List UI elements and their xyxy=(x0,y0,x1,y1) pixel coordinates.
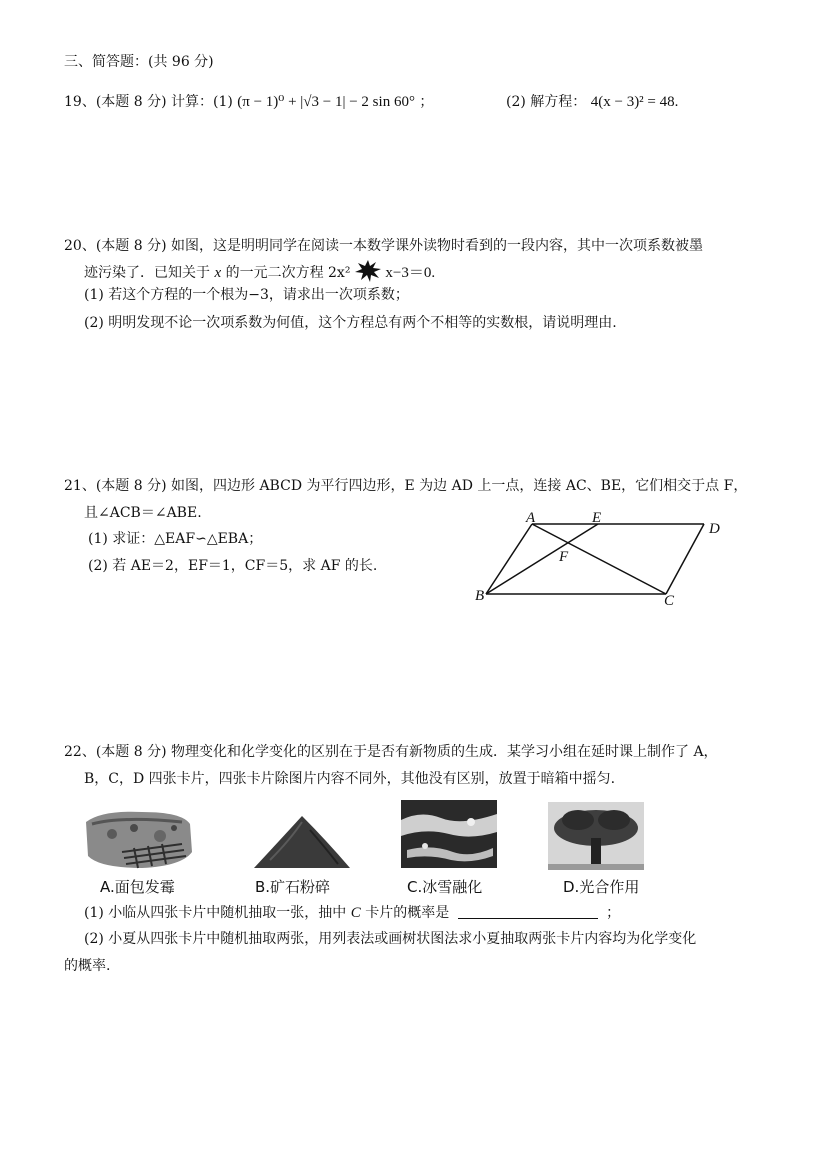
melting-snow-image xyxy=(401,800,497,868)
label-e: E xyxy=(592,510,602,526)
q22-sub-1 xyxy=(84,903,620,923)
card-b-caption: B.矿石粉碎 xyxy=(255,878,331,896)
q21-line-1: 21、(本题 8 分) 如图，四边形 ABCD 为平行四边形，E 为边 AD 上一点，连接 AC、BE，它们相交于点 F， xyxy=(64,478,748,494)
tree-image xyxy=(548,802,644,870)
diagonal-ac xyxy=(532,524,666,594)
q19-prefix: 19、(本题 8 分) 计算：(1) xyxy=(64,94,233,110)
answer-blank[interactable] xyxy=(458,904,598,919)
q22-card-variable: C xyxy=(350,905,361,921)
q19-expression-1: (π − 1)⁰ + |√3 − 1| − 2 sin 60° xyxy=(237,94,415,110)
card-d-caption: D.光合作用 xyxy=(563,878,640,896)
q20-line2-c: x−3＝0. xyxy=(385,265,436,281)
side-ba xyxy=(486,524,532,594)
label-a: A xyxy=(526,510,536,526)
segment-be xyxy=(486,524,598,594)
q20-line-1: 20、(本题 8 分) 如图，这是明明同学在阅读一本数学课外读物时看到的一段内容，其中一次项系数被墨 xyxy=(64,238,703,254)
side-dc xyxy=(666,524,704,594)
moldy-bread-image xyxy=(82,808,194,872)
section-header: 三、简答题：(共 96 分) xyxy=(64,54,214,70)
q20-line2-a: 迹污染了．已知关于 xyxy=(84,265,210,281)
crushed-ore-image xyxy=(250,810,354,872)
q21-sub-1: (1) 求证：△EAF∽△EBA； xyxy=(88,531,263,547)
q19-part2-label: (2) 解方程： xyxy=(506,94,587,110)
q20-variable-x: x xyxy=(214,265,222,281)
label-c: C xyxy=(664,593,675,609)
q22-line-2: B，C，D 四张卡片，四张卡片除图片内容不同外，其他没有区别，放置于暗箱中摇匀. xyxy=(84,771,616,787)
q21-sub-2: (2) 若 AE＝2，EF＝1，CF＝5，求 AF 的长. xyxy=(88,558,378,574)
label-d: D xyxy=(709,521,720,537)
card-a-caption: A.面包发霉 xyxy=(100,878,175,896)
label-f: F xyxy=(559,549,569,565)
q20-sub-2: (2) 明明发现不论一次项系数为何值，这个方程总有两个不相等的实数根，请说明理由. xyxy=(84,315,617,331)
question-19 xyxy=(64,92,433,112)
q22-sub1-end: ； xyxy=(606,905,621,921)
q22-line-1: 22、(本题 8 分) 物理变化和化学变化的区别在于是否有新物质的生成．某学习小组在延时课上制作了 A， xyxy=(64,744,718,760)
q19-part-2 xyxy=(506,92,678,112)
q22-sub-2-line-2: 的概率. xyxy=(64,958,111,974)
parallelogram-figure xyxy=(470,505,740,610)
q22-sub-2-line-1: (2) 小夏从四张卡片中随机抽取两张，用列表法或画树状图法求小夏抽取两张卡片内容均为化学变化 xyxy=(84,931,697,947)
label-b: B xyxy=(475,588,485,604)
q22-sub1-b: 卡片的概率是 xyxy=(365,905,450,921)
card-c-caption: C.冰雪融化 xyxy=(407,878,483,896)
q22-sub1-a: (1) 小临从四张卡片中随机抽取一张，抽中 xyxy=(84,905,347,921)
q19-separator: ； xyxy=(419,94,434,110)
q20-line2-b: 的一元二次方程 2x² xyxy=(225,265,351,281)
q21-line-2: 且∠ACB＝∠ABE. xyxy=(84,505,202,521)
q20-sub-1: (1) 若这个方程的一个根为−3，请求出一次项系数； xyxy=(84,287,409,303)
q19-expression-2: 4(x − 3)² = 48. xyxy=(590,94,679,110)
ink-blot-icon xyxy=(355,260,381,280)
q20-line-2 xyxy=(84,260,435,283)
